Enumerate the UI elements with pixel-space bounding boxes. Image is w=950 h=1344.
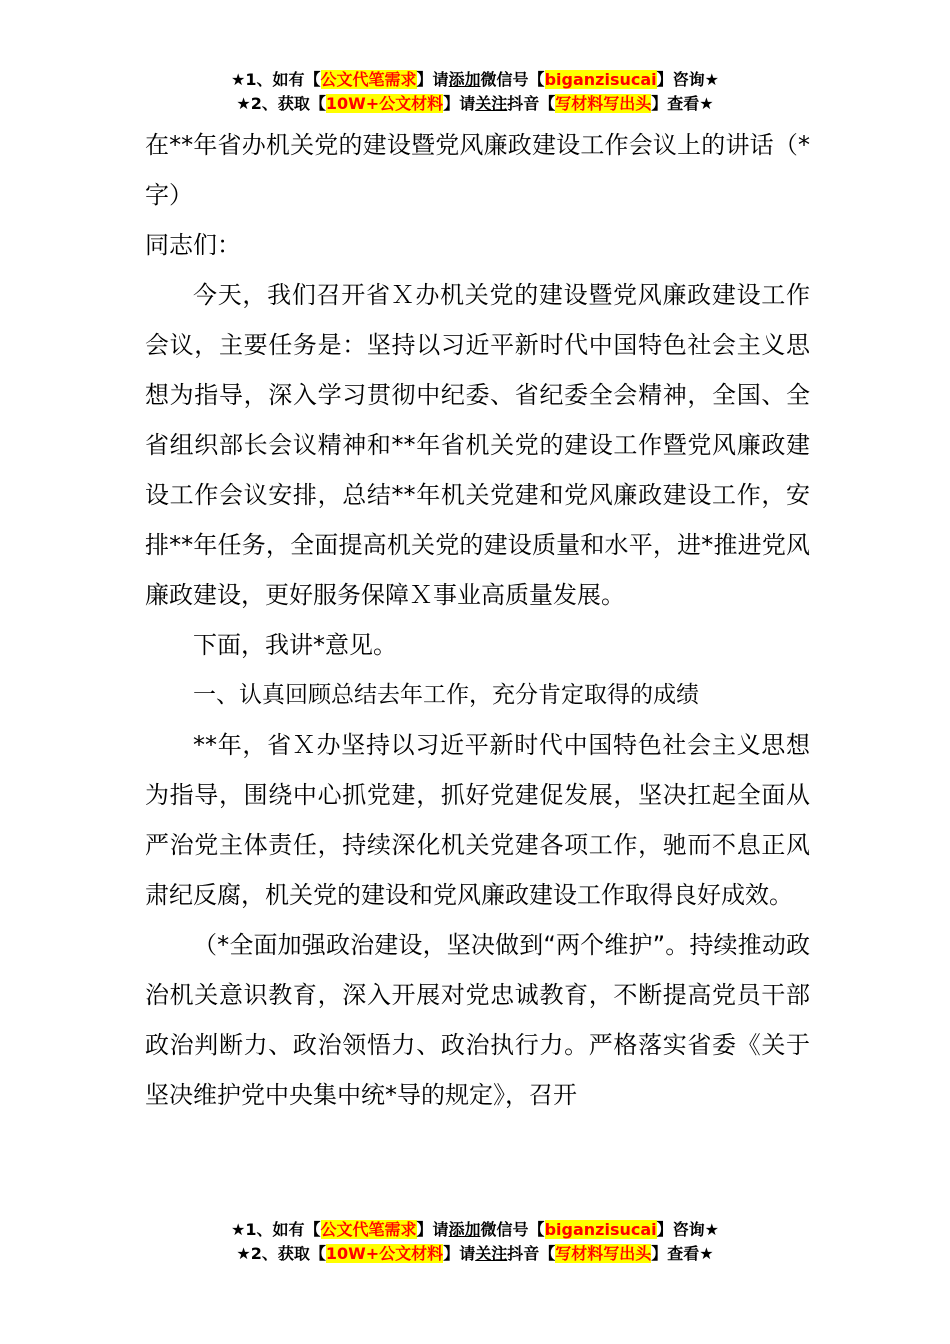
paragraph: （*全面加强政治建设，坚决做到“两个维护”。持续推动政治机关意识教育，深入开展对党忠诚教育，不断提高党员干部政治判断力、政治领悟力、政治执行力。严格落实省委《关于坚决维护党中央集中统*导的规定》，召开: [145, 931, 810, 1109]
section-heading: 一、认真回顾总结去年工作，充分肯定取得的成绩: [193, 682, 699, 708]
banner-line-2: [0, 1242, 950, 1266]
banner-text: ★2、获取【: [236, 94, 326, 113]
paragraph: **年，省Ｘ办坚持以习近平新时代中国特色社会主义思想为指导，围绕中心抓党建，抓好党建促发展，坚决扛起全面从严治党主体责任，持续深化机关党建各项工作，驰而不息正风肃纪反腐，机关党的建设和党风廉政建设工作取得良好成效。: [145, 731, 810, 909]
banner-text: 】查看★: [651, 94, 714, 113]
banner-highlight: 公文代笔需求: [320, 70, 417, 89]
banner-highlight: 10W+公文材料: [325, 94, 444, 113]
banner-highlight: 写材料写出头: [555, 1244, 652, 1263]
banner-highlight: biganzisucai: [544, 70, 657, 89]
banner-line-1: [0, 68, 950, 92]
banner-text: ★1、如有【: [231, 1220, 321, 1239]
banner-text: 微信号【: [480, 70, 545, 89]
banner-text: 抖音【: [507, 1244, 556, 1263]
paragraph: 今天，我们召开省Ｘ办机关党的建设暨党风廉政建设工作会议，主要任务是：坚持以习近平新时代中国特色社会主义思想为指导，深入学习贯彻中纪委、省纪委全会精神，全国、全省组织部长会议精神和**年省机关党的建设工作暨党风廉政建设工作会议安排，总结**年机关党建和党风廉政建设工作，安排**年任务，全面提高机关党的建设质量和水平，进*推进党风廉政建设，更好服务保障Ｘ事业高质量发展。: [145, 281, 810, 609]
footer-banner: [0, 1218, 950, 1266]
document-title: 在**年省办机关党的建设暨党风廉政建设工作会议上的讲话（*字）: [145, 131, 810, 209]
paragraph: 下面，我讲*意见。: [193, 631, 397, 659]
banner-text: ★2、获取【: [236, 1244, 326, 1263]
banner-highlight: biganzisucai: [544, 1220, 657, 1239]
banner-text: 】请: [443, 1244, 476, 1263]
banner-text: 】请: [416, 1220, 449, 1239]
banner-text: ★1、如有【: [231, 70, 321, 89]
header-banner: [0, 68, 950, 116]
banner-text: 微信号【: [480, 1220, 545, 1239]
banner-text: 】请: [443, 94, 476, 113]
banner-text: 抖音【: [507, 94, 556, 113]
banner-text: 】查看★: [651, 1244, 714, 1263]
banner-text: 】咨询★: [656, 70, 719, 89]
banner-highlight: 10W+公文材料: [325, 1244, 444, 1263]
banner-text: 】咨询★: [656, 1220, 719, 1239]
banner-underlined-text: 添加: [448, 70, 481, 89]
banner-underlined-text: 添加: [448, 1220, 481, 1239]
banner-text: 】请: [416, 70, 449, 89]
document-body: [145, 120, 810, 1120]
banner-underlined-text: 关注: [475, 94, 508, 113]
banner-highlight: 公文代笔需求: [320, 1220, 417, 1239]
banner-underlined-text: 关注: [475, 1244, 508, 1263]
salutation: 同志们：: [145, 231, 241, 259]
banner-highlight: 写材料写出头: [555, 94, 652, 113]
banner-line-1: [0, 1218, 950, 1242]
banner-line-2: [0, 92, 950, 116]
